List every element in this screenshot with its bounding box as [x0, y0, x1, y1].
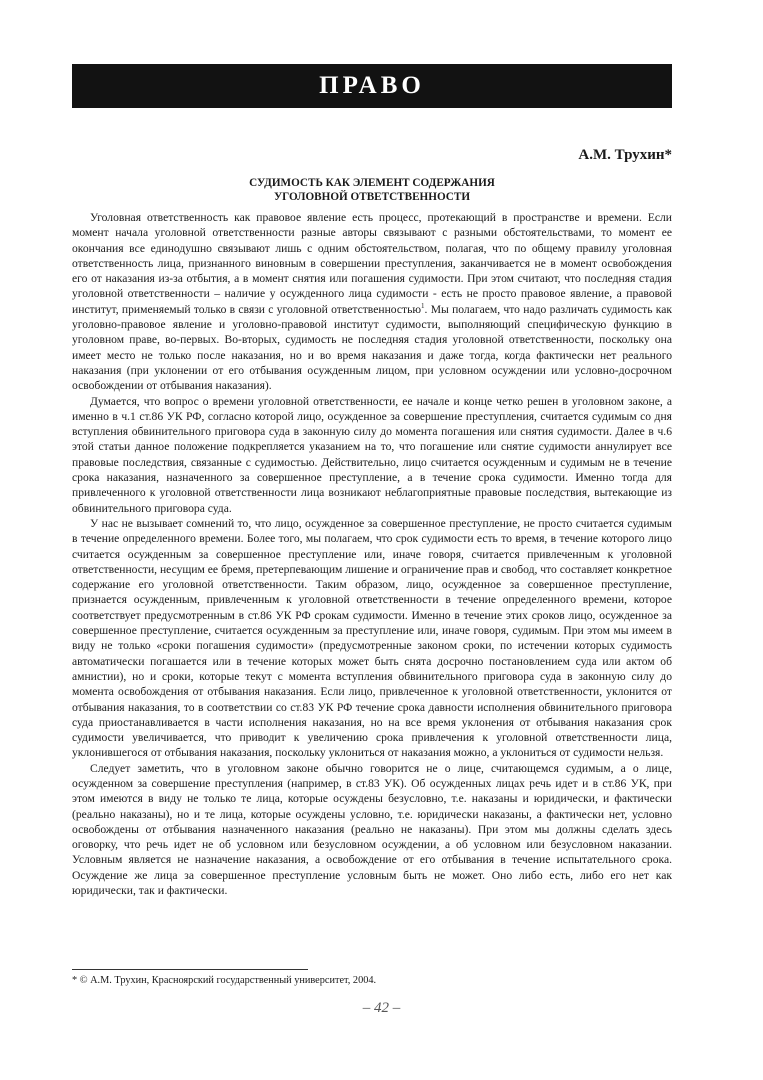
- article-title: [72, 176, 672, 204]
- section-title: ПРАВО: [319, 72, 425, 99]
- paragraph-1: [72, 210, 672, 394]
- footnote: * © А.М. Трухин, Красноярский государственный университет, 2004.: [72, 975, 377, 986]
- footnote-ref: 1: [421, 301, 425, 310]
- paragraph-1-part-b: . Мы полагаем, что надо различать судимость как уголовно-правовое явление и уголовно-правовой институт судимости, выполняющий специфическую функцию в уголовном праве, во-первых. Во-вторых, судимость не последняя стадия уголовной ответственности, поскольку она имеет место не только после наказания, но и во время наказания и даже тогда, когда фактически нет реального наказания (при уклонении от его отбывания осужденным лицом, при условном осуждении или условно-досрочном освобождении от отбывания наказания).: [72, 302, 672, 393]
- article-author: А.М. Трухин*: [578, 147, 672, 163]
- paragraph-1-part-a: Уголовная ответственность как правовое явление есть процесс, протекающий в пространстве и времени. Если момент начала уголовной ответственности разные авторы связывают с разными обстоятельствами, то момент ее окончания все единодушно связывают лишь с одним обстоятельством, полагая, что по общему правилу уголовная ответственность лица, признанного виновным в совершении преступления, заканчивается не в момент освобождения его от наказания из-за отбытия, а в момент снятия или погашения судимости. При этом считают, что последняя стадия уголовной ответственности – наличие у осужденного лица судимости - есть не просто правовое явление, а правовой институт, применяемый только в связи с уголовной ответственностью: [72, 211, 672, 316]
- footnote-divider: [72, 969, 308, 970]
- section-banner: [72, 64, 672, 108]
- paragraph-3: У нас не вызывает сомнений то, что лицо, осужденное за совершенное преступление, не просто считается судимым в течение определенного времени. Более того, мы полагаем, что срок судимости есть то время, в течение которого лицо считается осужденным за совершенное преступление или, иначе говоря, считается привлеченным к уголовной ответственности, несущим ее бремя, претерпевающим лишение и ограничение прав и свобод, что составляет конкретное содержание его уголовной ответственности. Таким образом, лицо, осужденное за совершенное преступление, признается осужденным, привлеченным к уголовной ответственности в течение определенного времени, которое соответствует предусмотренным в ст.86 УК РФ срокам судимости. Именно в течение этих сроков лицо, осужденное за совершенное преступление, считается осужденным за преступление или, иначе говоря, судимым. При этом мы имеем в виду не только «сроки погашения судимости» (предусмотренные законом сроки, по истечении которых судимость автоматически погашается или в течение которых может быть снята досрочно постановлением суда или актом об амнистии), но и сроки, которые текут с момента вступления обвинительного приговора суда в законную силу до момента освобождения от отбывания наказания. Если лицо, привлеченное к уголовной ответственности, уклонится от отбывания наказания, то в соответствии со ст.83 УК РФ течение срока давности исполнения обвинительного приговора суда приостанавливается в части исполнения наказания, но на все время уклонения от отбывания наказания срок судимости увеличивается, что приводит к увеличению срока привлечения к уголовной ответственности лица, уклонившегося от отбывания наказания, поскольку уклониться от наказания можно, а уклониться от судимости нельзя.: [72, 516, 672, 760]
- paragraph-2: Думается, что вопрос о времени уголовной ответственности, ее начале и конце четко решен в уголовном законе, а именно в ч.1 ст.86 УК РФ, согласно которой лицо, осужденное за совершение преступления, считается судимым со дня вступления обвинительного приговора суда в законную силу до момента погашения или снятия судимости. Далее в ч.6 этой статьи данное положение подкрепляется указанием на то, что погашение или снятие судимости аннулирует все правовые последствия, связанные с судимостью. Действительно, лицо считается осужденным и судимым не в течение срока наказания, назначенного за совершенное преступление, а в течение срока судимости. Именно тогда для привлеченного к уголовной ответственности лица возникают неблагоприятные правовые последствия, вытекающие из обвинительного приговора суда.: [72, 394, 672, 515]
- article-title-line-1: СУДИМОСТЬ КАК ЭЛЕМЕНТ СОДЕРЖАНИЯ: [249, 177, 495, 189]
- paragraph-4: Следует заметить, что в уголовном законе обычно говорится не о лице, считающемся судимым, а о лице, осужденном за совершение преступления (например, в ст.83 УК). Об осужденных лицах речь идет и в ст.86 УК, при этом имеются в виду не только те лица, которые осуждены безусловно, т.е. наказаны и юридически, и фактически (реально наказаны), но и те лица, которые осуждены условно, т.е. юридически наказаны, а фактически нет, условно освобождены от отбывания назначенного наказания (реально не наказаны). При этом мы должны сделать здесь оговорку, что речь идет не об условном или безусловном осуждении, а об условном или безусловном наказании. Условным является не назначение наказания, а освобождение от его отбывания в течение испытательного срока. Осуждение же лица за совершенное преступление условным быть не может. Оно либо есть, либо его нет как юридически, так и фактически.: [72, 761, 672, 898]
- article-title-line-2: УГОЛОВНОЙ ОТВЕТСТВЕННОСТИ: [273, 191, 471, 203]
- article-body: [72, 210, 672, 898]
- page-number: – 42 –: [362, 1000, 401, 1016]
